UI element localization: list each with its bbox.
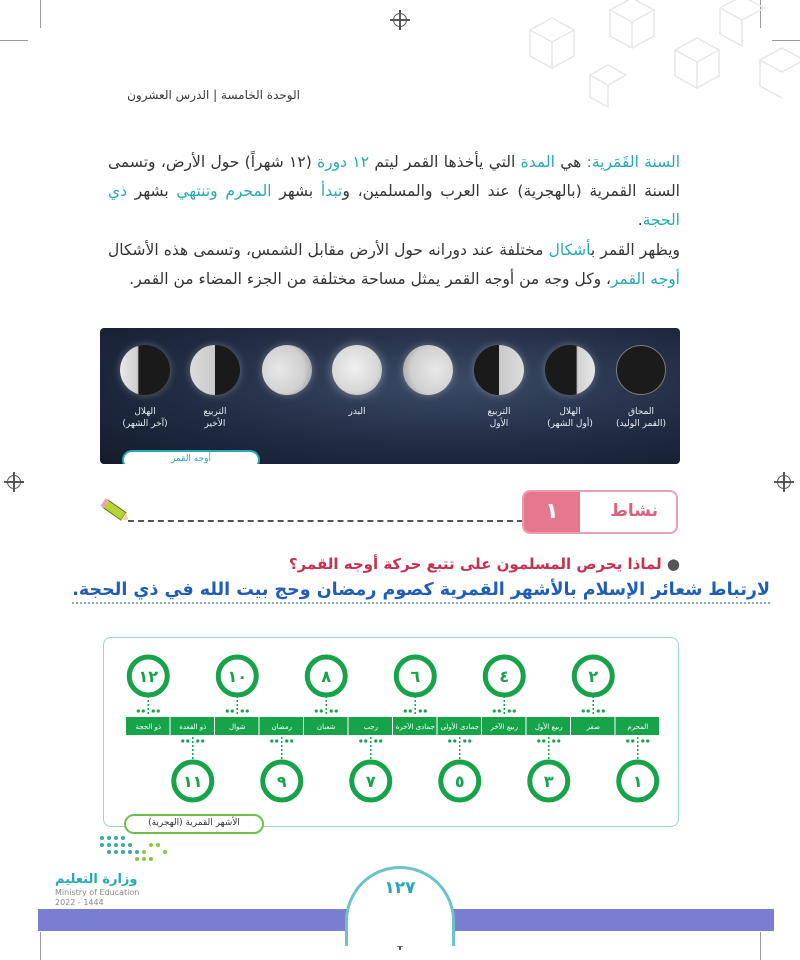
text-run: مختلفة عند دورانه حول الأرض مقابل الشمس، وتسمى هذه الأشكال [108, 241, 549, 259]
connector-dot [448, 739, 451, 742]
connector-dot [463, 739, 466, 742]
connector-dot [424, 709, 427, 712]
registration-mark-icon [7, 475, 21, 489]
connector-dot [320, 709, 323, 712]
text-run: التي يأخذها القمر ليتم [369, 153, 521, 171]
month-label: ربيع الأول [534, 723, 563, 731]
moon-first-quarter [474, 345, 524, 395]
activity-question [289, 555, 680, 573]
moon-new [616, 345, 666, 395]
connector-dot [493, 709, 496, 712]
connector-dot [468, 739, 471, 742]
connector-dot [315, 709, 318, 712]
connector-dot [330, 709, 333, 712]
question-text: لماذا يحرص المسلمون على تتبع حركة أوجه القمر؟ [288, 555, 662, 573]
connector-dot [404, 709, 407, 712]
connector-dot [246, 709, 249, 712]
moon-label [459, 406, 539, 430]
text-run: بشهر [271, 182, 321, 200]
connector-dot [498, 709, 501, 712]
ministry-name-en: Ministry of Education [55, 888, 140, 897]
moon-label-line: التربيع [203, 407, 227, 417]
text-run: ، وكل وجه من أوجه القمر يمثل مساحة مختلفة من الجزء المضاء من القمر. [129, 270, 611, 288]
month-label: ذو القعدة [179, 723, 207, 731]
connector-dot [241, 709, 244, 712]
text-run: هي [554, 153, 587, 171]
activity-badge [522, 490, 678, 534]
connector-dot [157, 709, 160, 712]
moon-waxing-crescent [545, 345, 595, 395]
crop-mark [0, 40, 28, 41]
moon-label-line: المحاق [628, 407, 654, 417]
connector-dot [542, 739, 545, 742]
connector-dot [641, 739, 644, 742]
connector-dot [602, 709, 605, 712]
paragraph-lunar-year [108, 148, 680, 235]
month-label: ربيع الآخر [490, 723, 519, 731]
moon-label-line: الهلال [134, 407, 156, 417]
connector-dot [196, 739, 199, 742]
moon-label [105, 406, 185, 430]
connector-dot [419, 709, 422, 712]
moon-label [175, 406, 255, 430]
connector-dot [409, 709, 412, 712]
month-label: صفر [586, 723, 600, 731]
text-run: (١٢ شهراً) حول الأرض، وتسمى السنة القمرية (بالهجرية) عند العرب والمسلمين، و [108, 153, 680, 200]
moon-phases-caption: أوجه القمر [122, 450, 260, 464]
moon-label-line: (القمر الوليد) [616, 419, 666, 429]
activity-number: ١ [524, 492, 580, 532]
connector-dot [270, 739, 273, 742]
connector-dot [453, 739, 456, 742]
connector-dot [364, 739, 367, 742]
connector-dot [290, 739, 293, 742]
connector-dot [557, 739, 560, 742]
moon-label-line: التربيع [487, 407, 511, 417]
month-label: جمادى الأولى [440, 723, 480, 731]
hijri-months-caption: الأشهر القمرية (الهجرية) [124, 814, 264, 834]
moon-label-line: (أول الشهر) [547, 419, 593, 429]
keyword-cycles: ١٢ دورة [317, 153, 370, 171]
connector-dot [597, 709, 600, 712]
keyword-period: المدة [520, 153, 555, 171]
moon-waxing-gibbous [403, 345, 453, 395]
connector-dot [186, 739, 189, 742]
connector-dot [537, 739, 540, 742]
activity-answer: لارتباط شعائر الإسلام بالأشهر القمرية كصوم رمضان وحج بيت الله في ذي الحجة. [72, 580, 770, 604]
connector-dot [181, 739, 184, 742]
moon-waning-crescent [120, 345, 170, 395]
connector-dot [552, 739, 555, 742]
moon-label [317, 406, 397, 418]
text-run: بشهر [127, 182, 177, 200]
ministry-year: 2022 - 1444 [55, 898, 104, 907]
month-label: رجب [363, 723, 379, 731]
month-number: ٥ [454, 772, 465, 791]
ministry-name-ar: وزارة التعليم [55, 872, 138, 887]
month-number: ٤ [499, 667, 510, 686]
connector-dot [201, 739, 204, 742]
connector-dot [374, 739, 377, 742]
connector-dot [631, 739, 634, 742]
connector-dot [275, 739, 278, 742]
connector-dot [646, 739, 649, 742]
crop-mark [40, 932, 41, 960]
connector-dot [226, 709, 229, 712]
month-label: شعبان [316, 723, 336, 731]
hijri-months-graphic [104, 638, 680, 828]
month-number: ٦ [410, 667, 421, 686]
moon-phases-figure [100, 328, 680, 464]
bullet: ● [666, 555, 680, 573]
moon-label-line: الأول [489, 419, 509, 429]
month-label: جمادى الآخرة [395, 723, 435, 731]
registration-mark-icon [777, 475, 791, 489]
connector-dot [379, 739, 382, 742]
moon-label [601, 406, 680, 430]
keyword-muharram: المحرم وتنتهي [176, 182, 272, 200]
registration-mark-icon [393, 13, 407, 27]
moon-full [332, 345, 382, 395]
connector-dot [152, 709, 155, 712]
moon-waning-gibbous [262, 345, 312, 395]
term-lunar-year: السنة القَمَرية: [586, 153, 681, 171]
month-number: ٣ [543, 772, 554, 791]
month-number: ٧ [365, 772, 376, 791]
keyword-shapes: أشكال [548, 241, 591, 259]
moon-label-line: (آخر الشهر) [122, 419, 168, 429]
month-number: ١٠ [227, 667, 248, 686]
moon-last-quarter [190, 345, 240, 395]
connector-dot [142, 709, 145, 712]
hijri-months-diagram [103, 637, 679, 827]
ministry-logo-dots [96, 832, 186, 868]
keyword-starts: تبدأ [320, 182, 343, 200]
connector-dot [513, 709, 516, 712]
connector-dot [335, 709, 338, 712]
connector-dot [626, 739, 629, 742]
decorative-cubes [470, 0, 800, 140]
text-run: ويظهر القمر ب [590, 241, 680, 259]
connector-dot [231, 709, 234, 712]
page-number: ١٢٧ [384, 878, 416, 898]
month-label: شوال [228, 723, 246, 731]
connector-dot [508, 709, 511, 712]
text-run: . [637, 211, 643, 229]
connector-dot [587, 709, 590, 712]
month-number: ١ [632, 772, 643, 791]
moon-label-line: الأخير [204, 419, 226, 429]
connector-dot [137, 709, 140, 712]
connector-dot [359, 739, 362, 742]
keyword-phases: أوجه القمر [611, 270, 680, 288]
month-label: المحرم [627, 723, 649, 731]
month-number: ٢ [588, 667, 599, 686]
pencil-icon [98, 494, 132, 528]
connector-dot [285, 739, 288, 742]
crop-mark [760, 932, 761, 960]
connector-dot [582, 709, 585, 712]
keyword-dhul-hijja: ذي الحجة [108, 182, 680, 229]
crop-mark [40, 0, 41, 28]
month-number: ٩ [276, 772, 287, 791]
month-number: ١١ [182, 772, 203, 791]
moon-label [530, 406, 610, 430]
month-number: ٨ [321, 667, 332, 686]
paragraph-moon-phases [108, 236, 680, 294]
activity-title: نشاط [610, 501, 658, 521]
month-label: رمضان [271, 723, 292, 731]
dashed-divider [128, 520, 533, 522]
lesson-header: الوحدة الخامسة | الدرس العشرون [127, 88, 300, 102]
moon-label-line: البدر [348, 407, 366, 417]
month-label: ذو الحجة [135, 723, 162, 731]
moon-label-line: الهلال [559, 407, 581, 417]
month-number: ١٢ [138, 667, 159, 686]
